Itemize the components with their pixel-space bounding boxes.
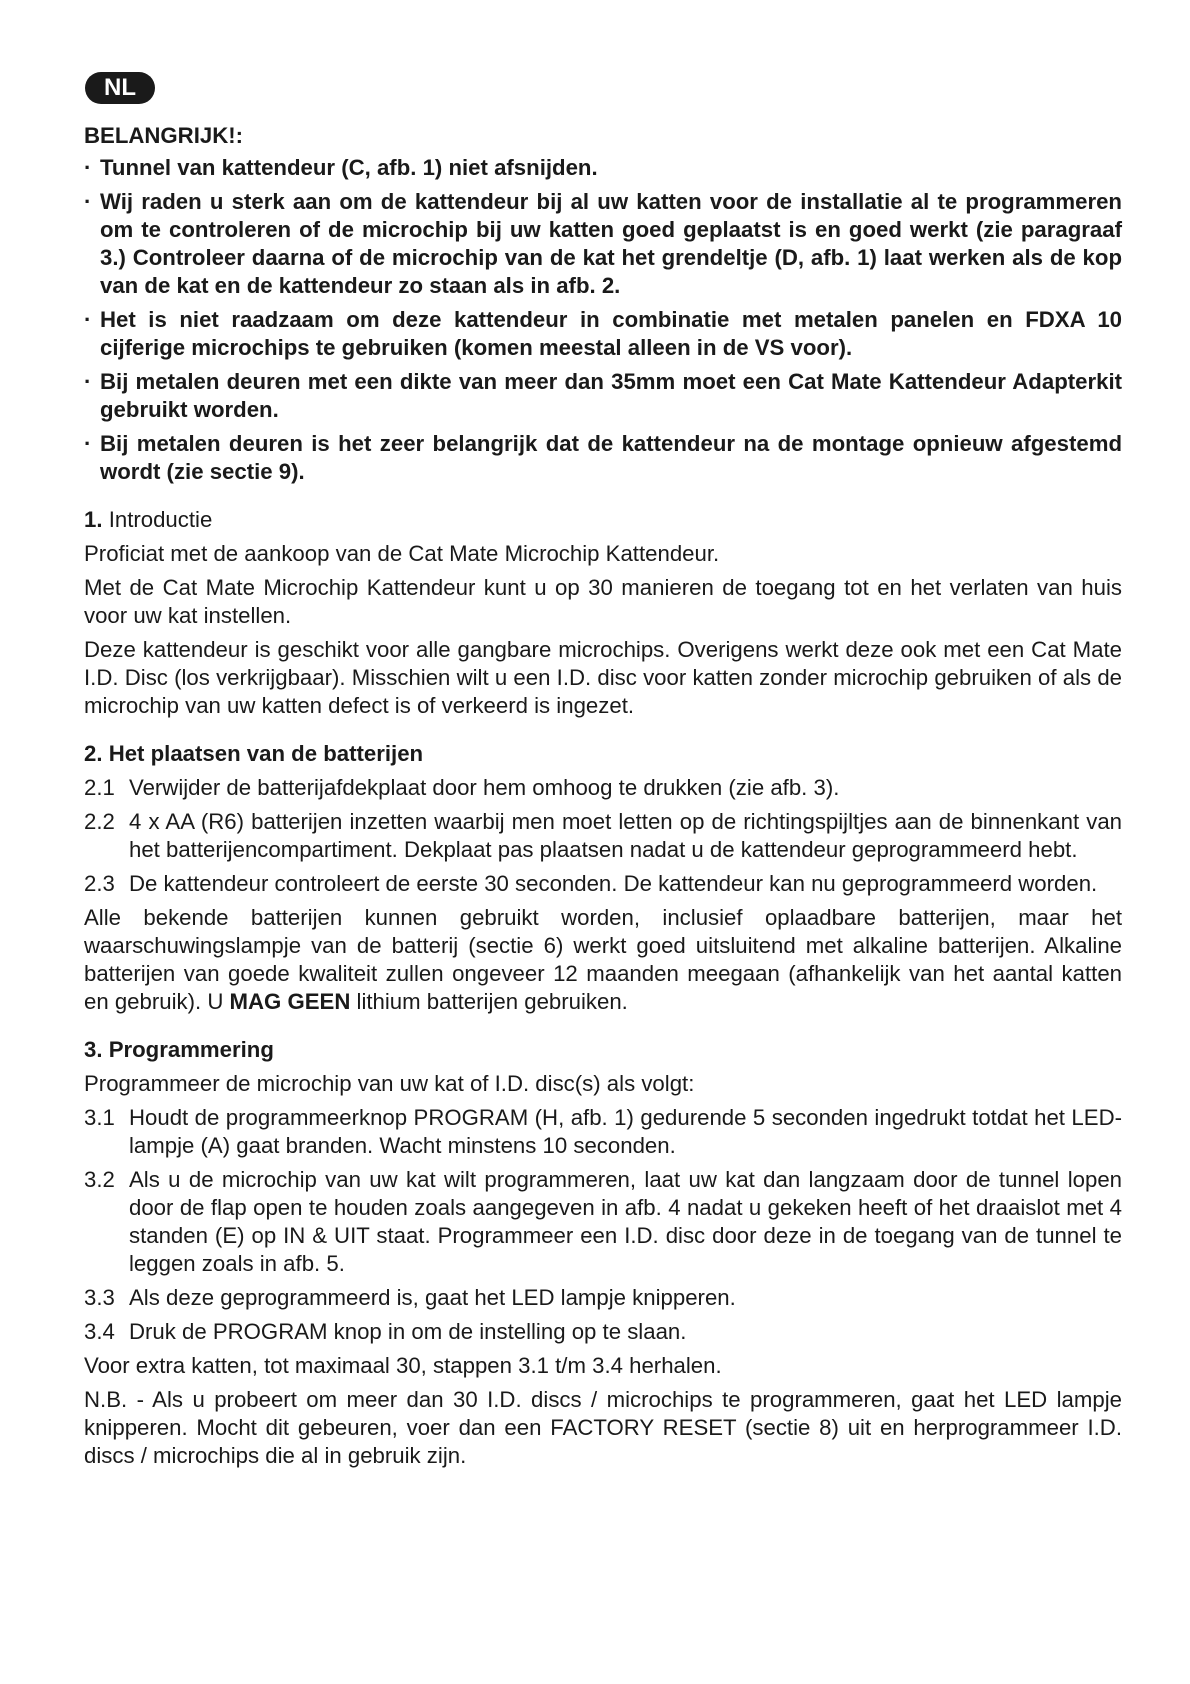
nb-note: N.B. - Als u probeert om meer dan 30 I.D. discs / microchips te programmeren, gaat het LED lampje knipperen. Mocht dit gebeuren, voer dan een FACTORY RESET (sectie 8) uit en herprogrammeer I.D. discs / microchips die al in gebruik zijn. xyxy=(84,1387,1122,1468)
section-programming xyxy=(84,1036,1122,1470)
step-item: 2.2 4 x AA (R6) batterijen inzetten waarbij men moet letten op de richtingspijltjes aan de binnenkant van het batterijencompartiment. Dekplaat pas plaatsen nadat u de kattendeur geprogrammeerd hebt. xyxy=(84,809,1122,862)
section-heading: 1. Introductie xyxy=(84,507,213,532)
bullet-icon: · xyxy=(84,189,92,214)
bullet-icon: · xyxy=(84,155,92,180)
battery-note: Alle bekende batterijen kunnen gebruikt worden, inclusief oplaadbare batterijen, maar het waarschuwingslampje van de batterij (sectie 6) werkt goed uitsluitend met alkaline batterijen. Alkaline batterijen van goede kwaliteit zullen ongeveer 12 maanden meegaan (afhankelijk van het aantal katten en gebruik). U MAG GEEN lithium batterijen gebruiken. xyxy=(84,905,1122,1014)
step-item: 3.2 Als u de microchip van uw kat wilt programmeren, laat uw kat dan langzaam door de tunnel lopen door de flap open te houden zoals aangegeven in afb. 4 nadat u gekeken heeft of het draaislot met 4 standen (E) op IN & UIT staat. Programmeer een I.D. disc door deze in de toegang van de tunnel te leggen zoals in afb. 5. xyxy=(84,1167,1122,1276)
language-badge: NL xyxy=(85,72,155,104)
important-list xyxy=(84,154,1122,486)
section-introduction xyxy=(84,506,1122,720)
step-item: 3.4 Druk de PROGRAM knop in om de instelling op te slaan. xyxy=(84,1319,687,1344)
step-item: 2.1 Verwijder de batterijafdekplaat door hem omhoog te drukken (zie afb. 3). xyxy=(84,775,840,800)
important-section xyxy=(84,122,1122,486)
step-item: 2.3 De kattendeur controleert de eerste 30 seconden. De kattendeur kan nu geprogrammeerd worden. xyxy=(84,871,1098,896)
bullet-icon: · xyxy=(84,307,92,332)
paragraph: Proficiat met de aankoop van de Cat Mate Microchip Kattendeur. xyxy=(84,541,720,566)
paragraph: Voor extra katten, tot maximaal 30, stappen 3.1 t/m 3.4 herhalen. xyxy=(84,1353,722,1378)
section-heading: 2. Het plaatsen van de batterijen xyxy=(84,741,424,766)
bullet-icon: · xyxy=(84,431,92,456)
bullet-icon: · xyxy=(84,369,92,394)
important-item: · Wij raden u sterk aan om de kattendeur bij al uw katten voor de installatie al te programmeren om te controleren of de microchip bij uw katten goed geplaatst is en goed werkt (zie paragraaf 3.) Controleer daarna of de microchip van de kat het grendeltje (D, afb. 1) laat werken als de kop van de kat en de kattendeur zo staan als in afb. 2. xyxy=(84,189,1122,298)
paragraph: Met de Cat Mate Microchip Kattendeur kunt u op 30 manieren de toegang tot en het verlaten van huis voor uw kat instellen. xyxy=(84,575,1122,628)
section-heading: 3. Programmering xyxy=(84,1037,274,1062)
important-item: · Het is niet raadzaam om deze kattendeur in combinatie met metalen panelen en FDXA 10 cijferige microchips te gebruiken (komen meestal alleen in de VS voor). xyxy=(84,307,1122,360)
step-item: 3.3 Als deze geprogrammeerd is, gaat het LED lampje knipperen. xyxy=(84,1285,736,1310)
page-content xyxy=(84,72,1122,1476)
step-item: 3.1 Houdt de programmeerknop PROGRAM (H, afb. 1) gedurende 5 seconden ingedrukt totdat het LED-lampje (A) gaat branden. Wacht minstens 10 seconden. xyxy=(84,1105,1122,1158)
important-item: · Bij metalen deuren met een dikte van meer dan 35mm moet een Cat Mate Kattendeur Adapterkit gebruikt worden. xyxy=(84,369,1122,422)
important-item: · Tunnel van kattendeur (C, afb. 1) niet afsnijden. xyxy=(84,155,598,180)
important-item: · Bij metalen deuren is het zeer belangrijk dat de kattendeur na de montage opnieuw afgestemd wordt (zie sectie 9). xyxy=(84,431,1122,484)
paragraph: Deze kattendeur is geschikt voor alle gangbare microchips. Overigens werkt deze ook met een Cat Mate I.D. Disc (los verkrijgbaar). Misschien wilt u een I.D. disc voor katten zonder microchip gebruiken of als de microchip van uw katten defect is of verkeerd is ingezet. xyxy=(84,637,1122,718)
paragraph: Programmeer de microchip van uw kat of I.D. disc(s) als volgt: xyxy=(84,1071,695,1096)
important-title: BELANGRIJK!: xyxy=(84,123,244,148)
section-batteries xyxy=(84,740,1122,1016)
